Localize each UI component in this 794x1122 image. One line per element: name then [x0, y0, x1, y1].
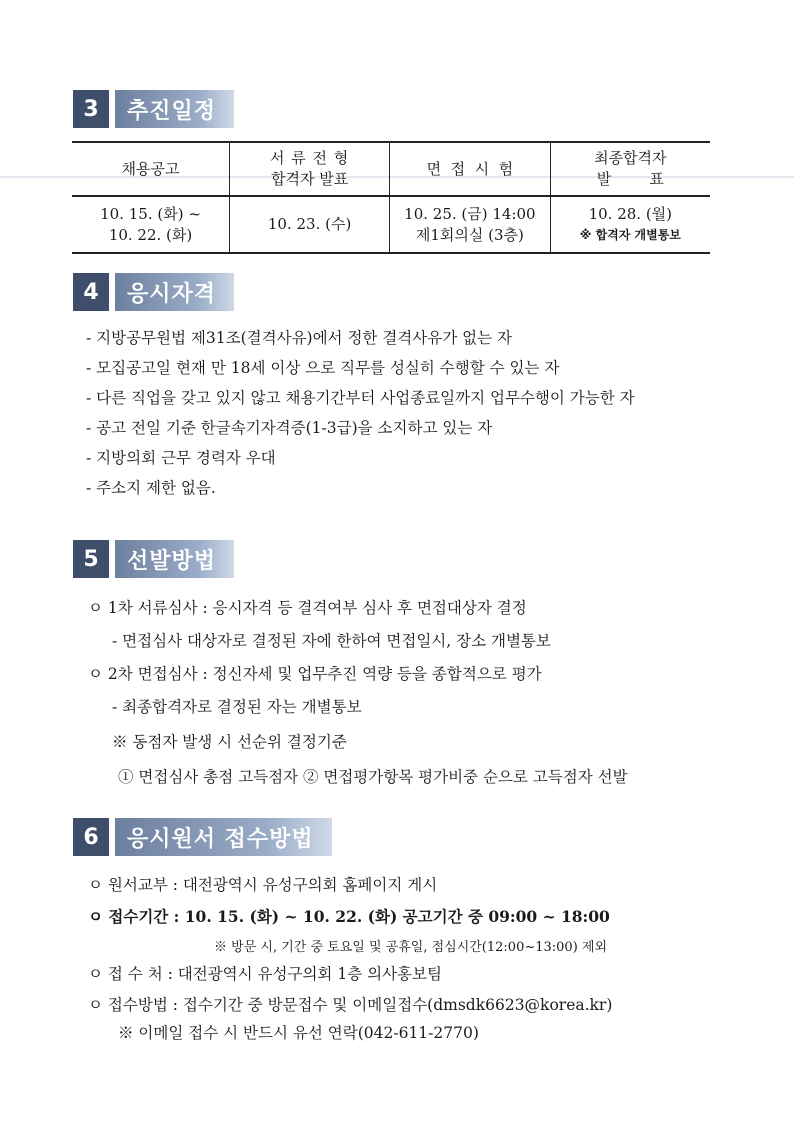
- section-title: 응시원서 접수방법: [115, 818, 332, 856]
- section-title: 선발방법: [115, 540, 234, 578]
- section-title: 추진일정: [115, 90, 234, 128]
- qualification-item: - 지방의회 근무 경력자 우대: [86, 449, 276, 467]
- schedule-header-cell: 채용공고: [72, 142, 230, 196]
- section-number: 3: [73, 90, 109, 128]
- section-5-header: [73, 540, 234, 578]
- schedule-header-cell: 면 접 시 험: [390, 142, 550, 196]
- section-number: 6: [73, 818, 109, 856]
- schedule-cell: 10. 23. (수): [230, 196, 390, 253]
- selection-step-2-detail: - 최종합격자로 결정된 자는 개별통보: [112, 698, 362, 716]
- qualification-item: - 지방공무원법 제31조(결격사유)에서 정한 결격사유가 없는 자: [86, 329, 512, 347]
- application-method-note: ※ 이메일 접수 시 반드시 유선 연락(042-611-2770): [118, 1024, 479, 1042]
- application-method: ㅇ 접수방법 : 접수기간 중 방문접수 및 이메일접수(dmsdk6623@korea.kr): [88, 996, 613, 1014]
- schedule-table: [72, 141, 710, 254]
- tie-break-note: ※ 동점자 발생 시 선순위 결정기준: [112, 733, 347, 751]
- qualification-item: - 공고 전일 기준 한글속기자격증(1-3급)을 소지하고 있는 자: [86, 419, 493, 437]
- tie-break-rule: ① 면접심사 총점 고득점자 ② 면접평가항목 평가비중 순으로 고득점자 선발: [118, 768, 628, 786]
- schedule-body-row: [72, 196, 710, 253]
- schedule-header-cell: 서 류 전 형 합격자 발표: [230, 142, 390, 196]
- qualification-item: - 주소지 제한 없음.: [86, 479, 216, 497]
- application-place: ㅇ 접 수 처 : 대전광역시 유성구의회 1층 의사홍보팀: [88, 965, 442, 983]
- selection-step-1-detail: - 면접심사 대상자로 결정된 자에 한하여 면접일시, 장소 개별통보: [112, 632, 551, 650]
- section-3-header: [73, 90, 234, 128]
- application-form-distribution: ㅇ 원서교부 : 대전광역시 유성구의회 홈페이지 게시: [88, 876, 438, 894]
- schedule-header-cell: 최종합격자 발 표: [550, 142, 710, 196]
- selection-step-2: ㅇ 2차 면접심사 : 정신자세 및 업무추진 역량 등을 종합적으로 평가: [88, 665, 542, 683]
- qualification-item: - 다른 직업을 갖고 있지 않고 채용기간부터 사업종료일까지 업무수행이 가능한 자: [86, 389, 635, 407]
- application-period: ㅇ 접수기간 : 10. 15. (화) ~ 10. 22. (화) 공고기간 중 09:00 ~ 18:00: [88, 907, 610, 926]
- schedule-cell: 10. 15. (화) ~ 10. 22. (화): [72, 196, 230, 253]
- section-number: 5: [73, 540, 109, 578]
- schedule-header-row: [72, 142, 710, 196]
- section-4-header: [73, 273, 234, 311]
- section-6-header: [73, 818, 332, 856]
- application-period-note: ※ 방문 시, 기간 중 토요일 및 공휴일, 점심시간(12:00~13:00) 제외: [214, 940, 608, 955]
- section-title: 응시자격: [115, 273, 234, 311]
- schedule-cell: 10. 25. (금) 14:00 제1회의실 (3층): [390, 196, 550, 253]
- schedule-cell: 10. 28. (월) ※ 합격자 개별통보: [550, 196, 710, 253]
- section-number: 4: [73, 273, 109, 311]
- selection-step-1: ㅇ 1차 서류심사 : 응시자격 등 결격여부 심사 후 면접대상자 결정: [88, 599, 527, 617]
- qualification-item: - 모집공고일 현재 만 18세 이상 으로 직무를 성실히 수행할 수 있는 자: [86, 359, 560, 377]
